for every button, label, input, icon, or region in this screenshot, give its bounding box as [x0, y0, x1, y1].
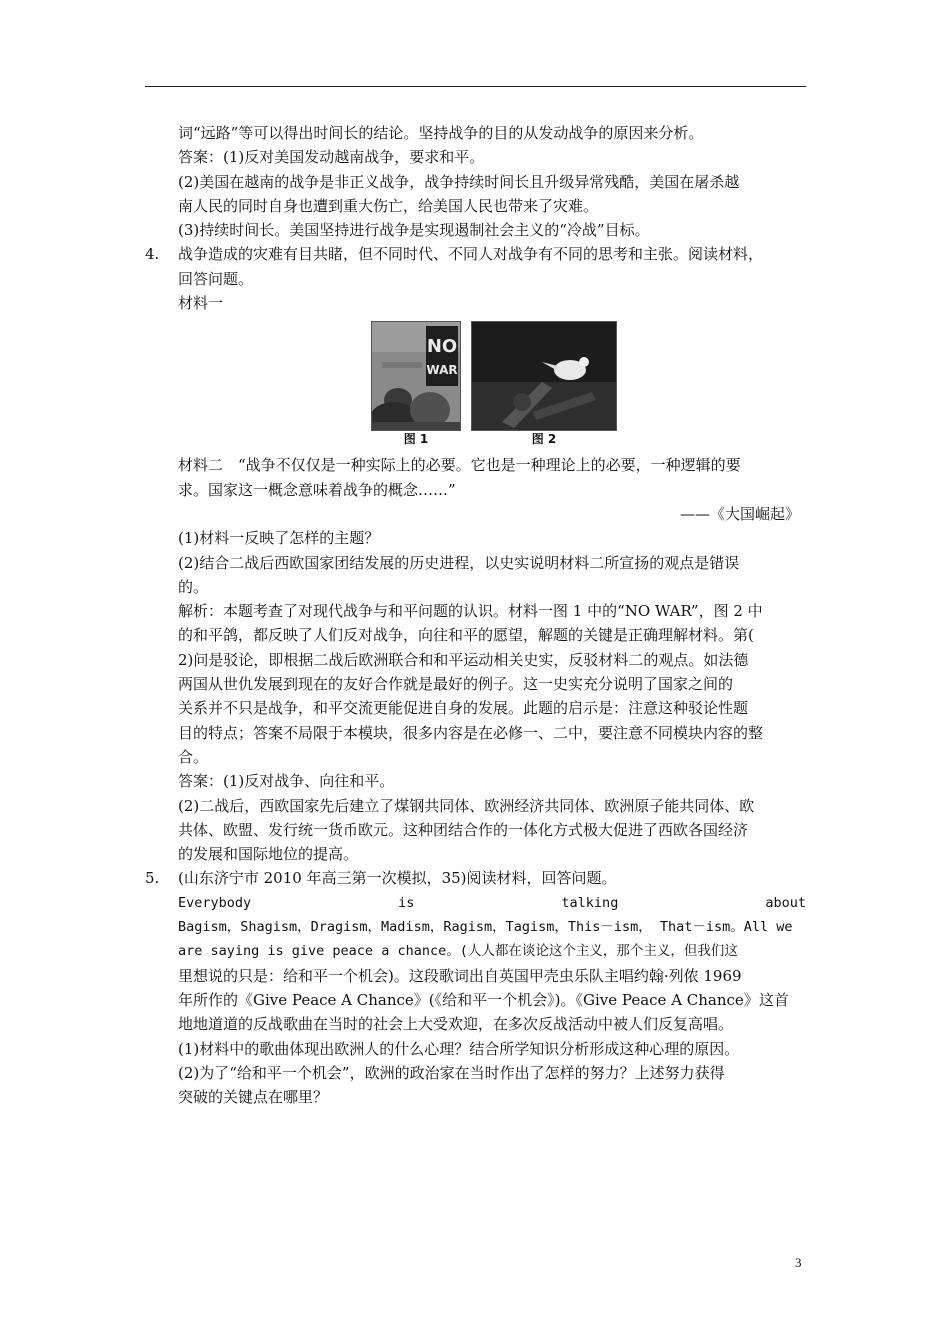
analysis-line: 解析：本题考查了对现代战争与和平问题的认识。材料一图 1 中的“NO WAR”，图 2 中	[178, 602, 763, 621]
answer-line: (2)二战后，西欧国家先后建立了煤钢共同体、欧洲经济共同体、欧洲原子能共同体、欧	[178, 796, 755, 815]
analysis-line: 合。	[178, 747, 209, 766]
analysis-line: 词“远路”等可以得出时间长的结论。坚持战争的目的从发动战争的原因来分析。	[178, 124, 704, 142]
material-line: 年所作的《Give Peace A Chance》(《给和平一个机会》)。《Give Peace A Chance》这首	[178, 990, 789, 1009]
svg-text:WAR: WAR	[426, 363, 458, 378]
header-rule	[145, 86, 806, 87]
lyric-line: are saying is give peace a chance。(人人都在谈论这个主义，那个主义，但我们这	[178, 943, 738, 960]
figure-1-caption: 图 1	[403, 432, 429, 447]
lyric-line: Bagism，Shagism，Dragism，Madism，Ragism，Tagism，This－ism， That－ism。All we	[178, 919, 793, 936]
answer-line: 南人民的同时自身也遭到重大伤亡，给美国人民也带来了灾难。	[178, 196, 599, 215]
figure-2	[471, 321, 617, 447]
analysis-line: 的和平鸽，都反映了人们反对战争，向往和平的愿望，解题的关键是正确理解材料。第(	[178, 626, 754, 645]
question-4-sub-1: (1)材料一反映了怎样的主题？	[178, 529, 380, 548]
answer-line: 共体、欧盟、发行统一货币欧元。这种团结合作的一体化方式极大促进了西欧各国经济	[178, 820, 749, 839]
material-1-label: 材料一	[178, 294, 224, 313]
page-body	[145, 121, 806, 1109]
answer-line: 的发展和国际地位的提高。	[178, 845, 359, 864]
analysis-line: 2)问是驳论，即根据二战后欧洲联合和和平运动相关史实，反驳材料二的观点。如法德	[178, 650, 749, 669]
figure-1-sign-text: NO	[426, 336, 458, 358]
question-4-stem: 4. 战争造成的灾难有目共睹，但不同时代、不同人对战争有不同的思考和主张。阅读材料，	[145, 242, 806, 266]
material-2: 材料二 “战争不仅仅是一种实际上的必要。它也是一种理论上的必要，一种逻辑的要	[178, 456, 741, 475]
question-number: 4.	[145, 245, 160, 264]
analysis-line: 关系并不只是战争，和平交流更能促进自身的发展。此题的启示是：注意这种驳论性题	[178, 699, 749, 718]
material-line: 里想说的只是：给和平一个机会)。这段歌词出自英国甲壳虫乐队主唱约翰·列侬 1969	[178, 966, 742, 985]
question-4-sub-2: (2)结合二战后西欧国家团结发展的历史进程，以史实说明材料二所宣扬的观点是错误	[178, 553, 740, 572]
material-2-cont: 求。国家这一概念意味着战争的概念……”	[178, 480, 456, 499]
page-number: 3	[795, 1255, 802, 1270]
answer-line: (2)美国在越南的战争是非正义战争，战争持续时间长且升级异常残酷，美国在屠杀越	[178, 172, 740, 191]
question-4-sub-2-cont: 的。	[178, 577, 209, 596]
answer-line: (3)持续时间长。美国坚持进行战争是实现遏制社会主义的“冷战”目标。	[178, 221, 650, 240]
material-2-source: ——《大国崛起》	[679, 504, 800, 523]
figure-2-caption: 图 2	[531, 432, 557, 447]
analysis-line: 两国从世仇发展到现在的友好合作就是最好的例子。这一史实充分说明了国家之间的	[178, 675, 734, 694]
question-5-sub-2: (2)为了“给和平一个机会”，欧洲的政治家在当时作出了怎样的努力？上述努力获得	[178, 1063, 725, 1082]
material-1-figures	[145, 321, 806, 451]
question-number: 5.	[145, 869, 160, 888]
answer-line: 答案：(1)反对战争、向往和平。	[178, 772, 395, 791]
lyric-line: Everybody is talking about	[178, 894, 806, 911]
material-line: 地地道道的反战歌曲在当时的社会上大受欢迎，在多次反战活动中被人们反复高唱。	[178, 1015, 734, 1034]
figure-1	[371, 321, 461, 447]
figure-2-photo	[471, 321, 617, 431]
question-4-stem-cont: 回答问题。	[178, 269, 254, 288]
figure-1-photo	[371, 321, 461, 431]
analysis-line: 目的特点；答案不局限于本模块，很多内容是在必修一、二中，要注意不同模块内容的整	[178, 723, 764, 742]
answer-line: 答案：(1)反对美国发动越南战争，要求和平。	[178, 148, 485, 167]
question-5-sub-2-cont: 突破的关键点在哪里？	[178, 1088, 329, 1107]
question-5-stem: 5. (山东济宁市 2010 年高三第一次模拟，35)阅读材料，回答问题。	[145, 866, 806, 890]
question-5-sub-1: (1)材料中的歌曲体现出欧洲人的什么心理？结合所学知识分析形成这种心理的原因。	[178, 1039, 740, 1058]
